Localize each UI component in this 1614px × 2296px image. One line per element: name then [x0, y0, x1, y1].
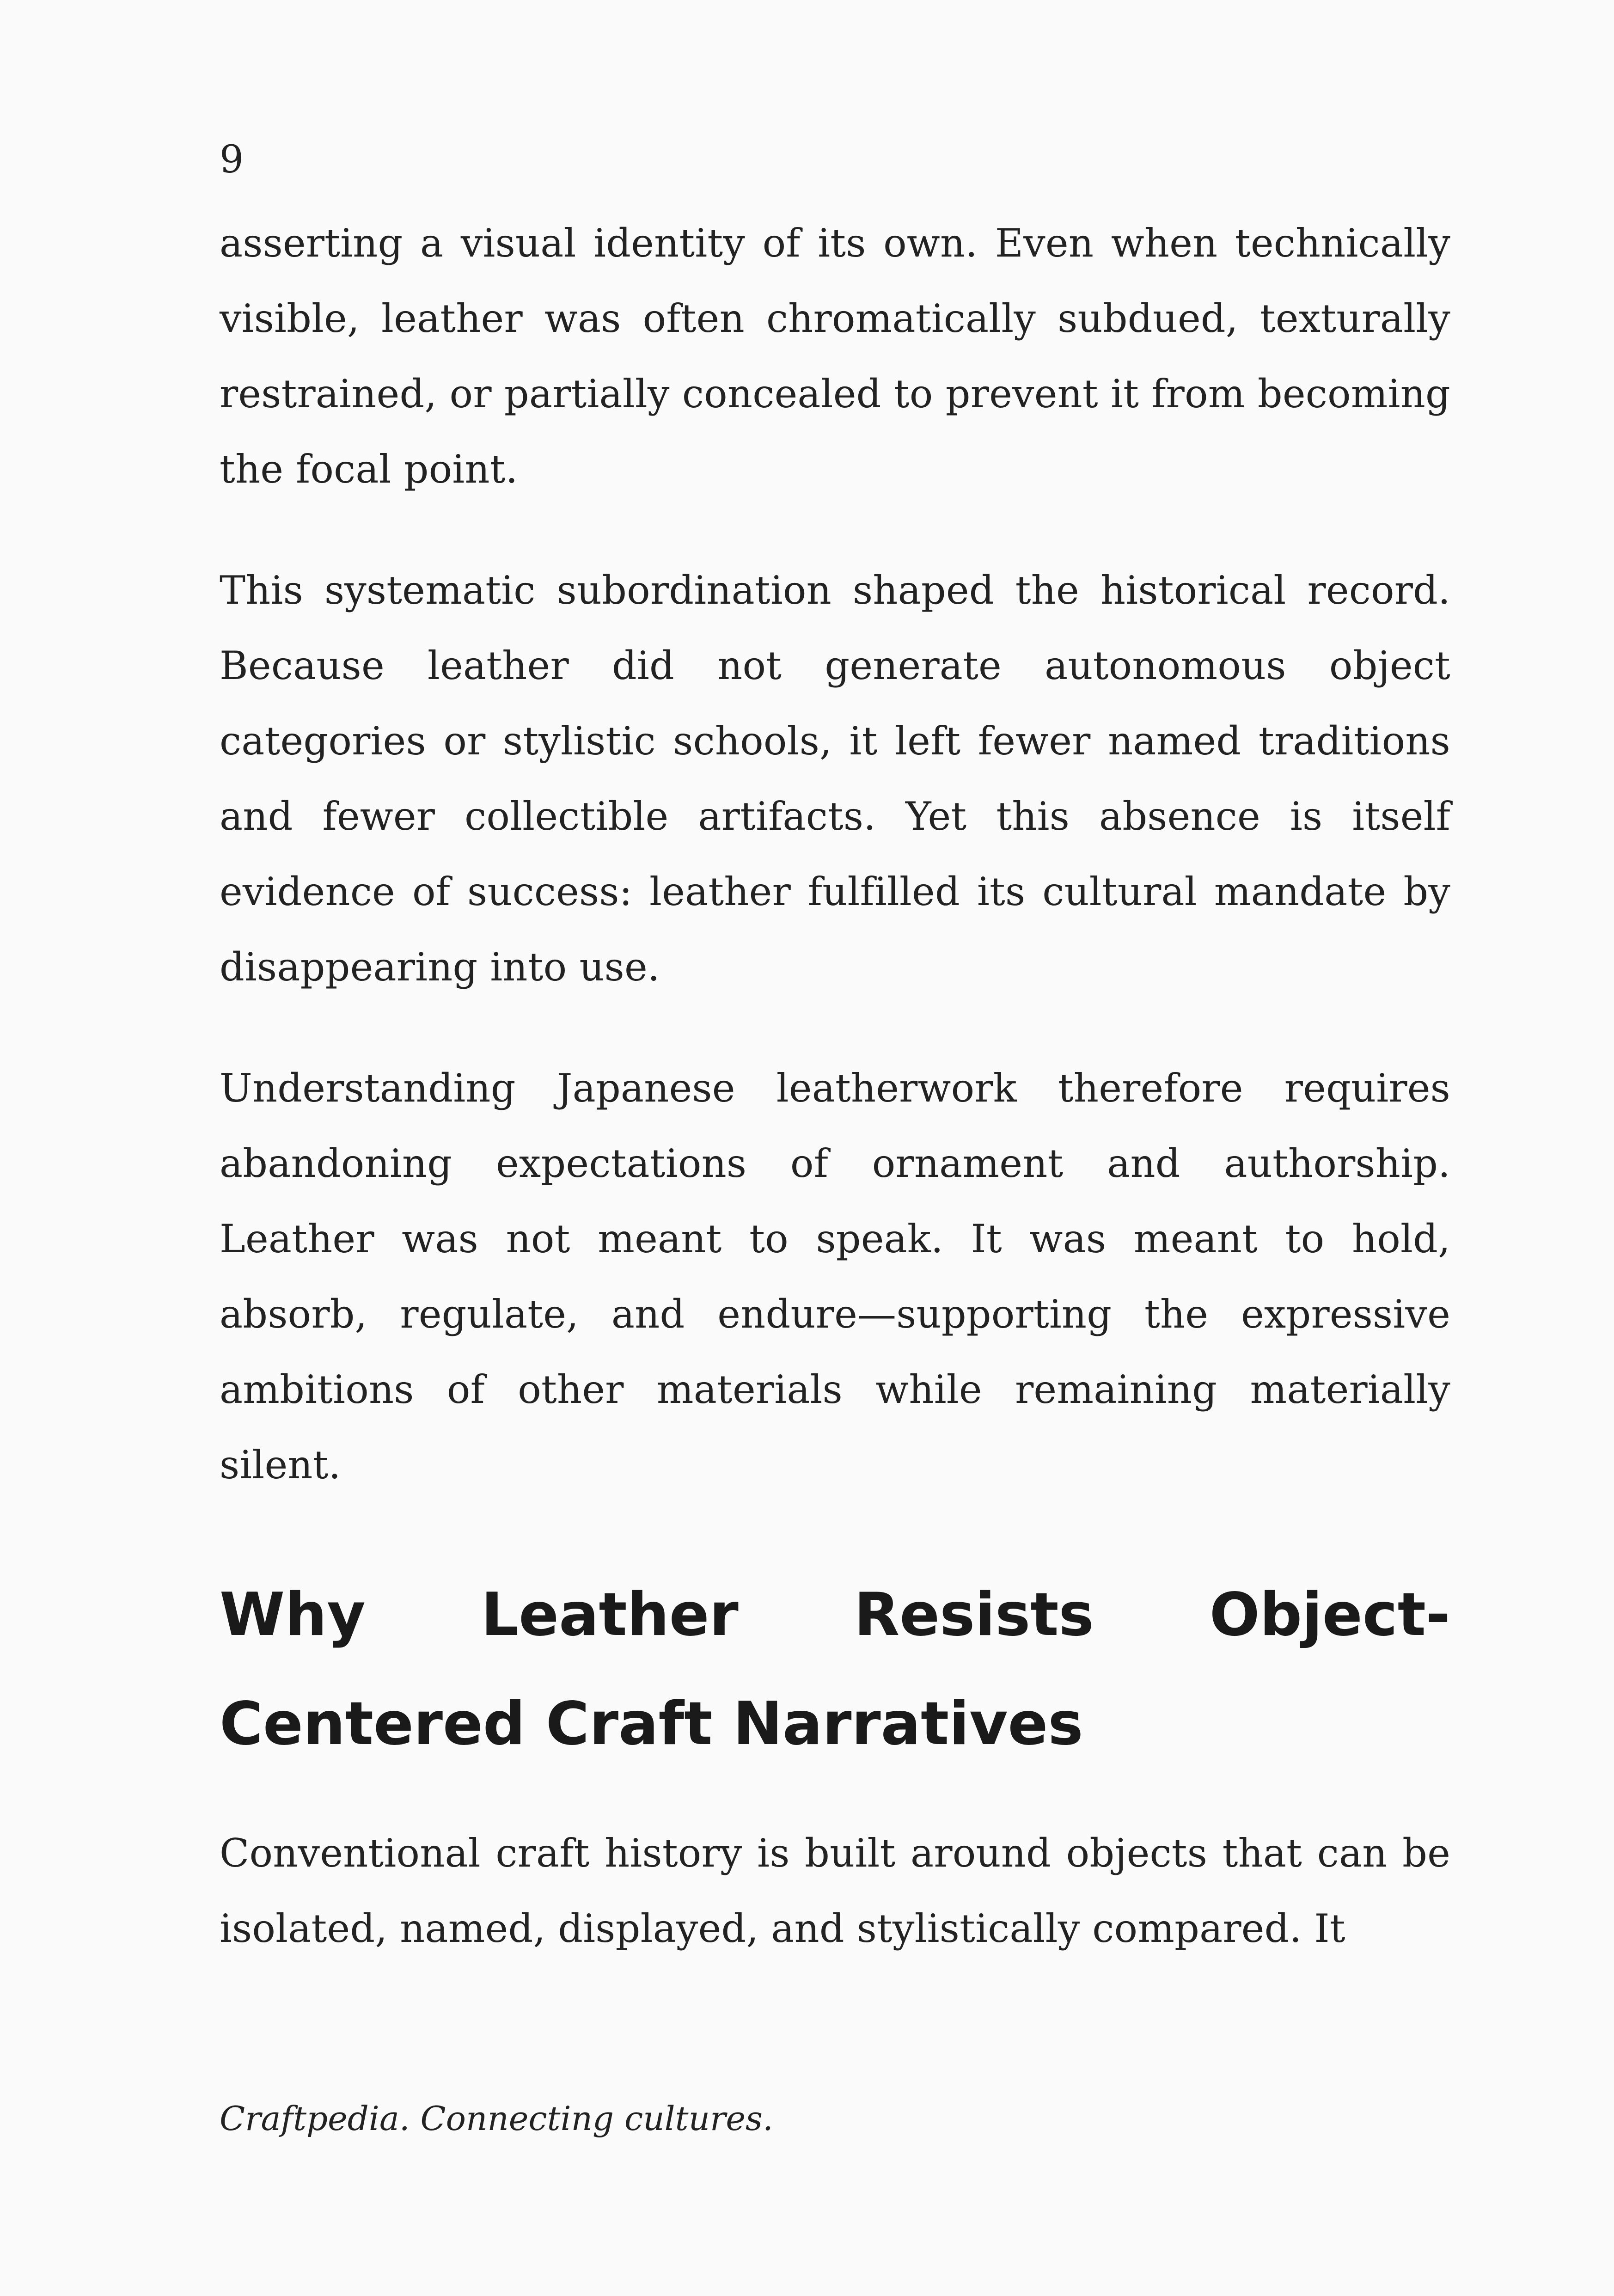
- footer-tagline: Craftpedia. Connecting cultures.: [220, 2099, 773, 2138]
- page-number: 9: [220, 138, 244, 182]
- paragraph: asserting a visual identity of its own. Even when technically visible, leather was often chromatically subdued, texturally restrained, or partially concealed to prevent it from becoming the focal point.: [220, 220, 1450, 492]
- section-heading: Why Leather Resists Object-Centered Craft Narratives: [220, 1580, 1450, 1758]
- paragraph: This systematic subordination shaped the historical record. Because leather did not generate autonomous object categories or stylistic schools, it left fewer named traditions and fewer collectible artifacts. Yet this absence is itself evidence of success: leather fulfilled its cultural mandate by disappearing into use.: [220, 568, 1450, 990]
- paragraph: Understanding Japanese leatherwork therefore requires abandoning expectations of ornament and authorship. Leather was not meant to speak. It was meant to hold, absorb, regulate, and endure—supporting the expressive ambitions of other materials while remaining materially silent.: [220, 1065, 1450, 1488]
- body-text: [220, 206, 1450, 2012]
- paragraph: Conventional craft history is built around objects that can be isolated, named, displayed, and stylistically compared. It: [220, 1831, 1450, 1951]
